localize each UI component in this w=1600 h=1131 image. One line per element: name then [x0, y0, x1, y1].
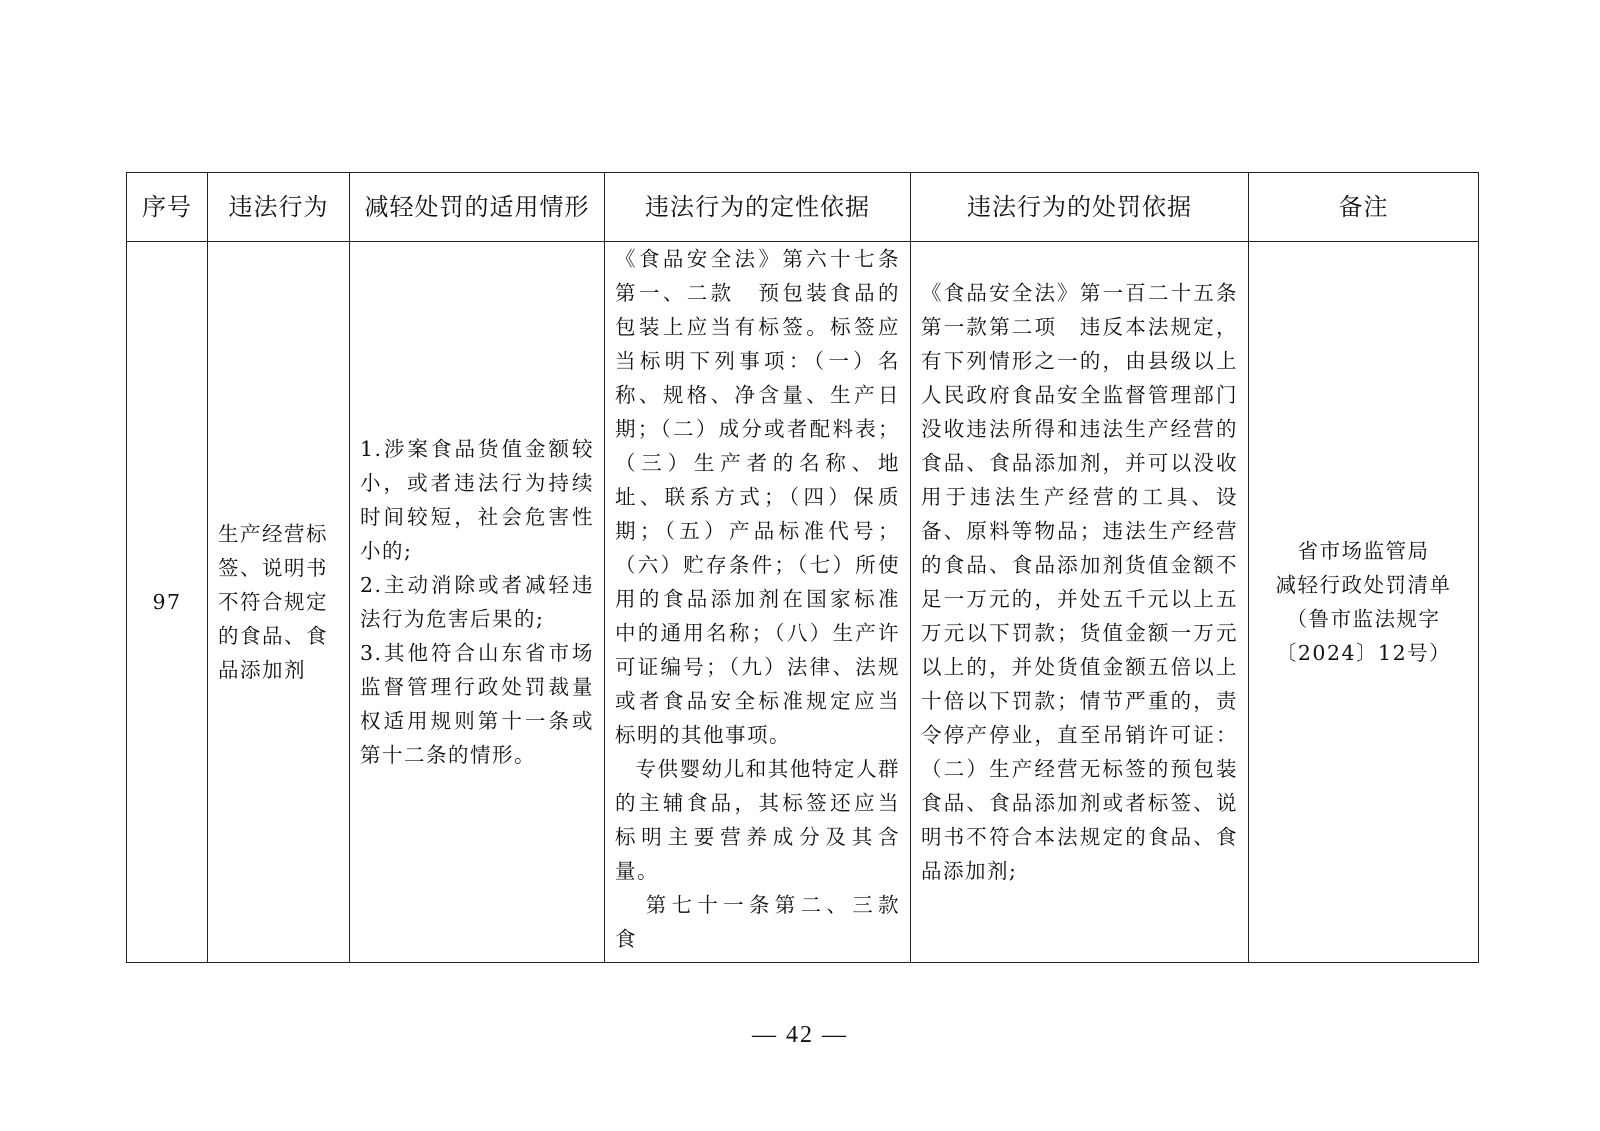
cell-seq: 97 [127, 242, 208, 963]
qualification-para-1: 《食品安全法》第六十七条第一、二款 预包装食品的包装上应当有标签。标签应当标明下列事项：（一）名称、规格、净含量、生产日期；（二）成分或者配料表；（三）生产者的名称、地址、联系方式；（四）保质期；（五）产品标准代号；（六）贮存条件；（七）所使用的食品添加剂在国家标准中的通用名称；（八）生产许可证编号；（九）法律、法规或者食品安全标准规定应当标明的其他事项。 [615, 247, 900, 747]
header-situation: 减轻处罚的适用情形 [350, 173, 605, 242]
header-seq: 序号 [127, 173, 208, 242]
penalty-reduction-table [126, 172, 1479, 963]
header-act: 违法行为 [208, 173, 350, 242]
note-line-1: 省市场监管局 [1297, 539, 1430, 563]
qualification-para-2: 专供婴幼儿和其他特定人群的主辅食品，其标签还应当标明主要营养成分及其含量。 [615, 757, 900, 883]
table-header-row [127, 173, 1479, 242]
table-row [127, 242, 1479, 963]
penalty-text: 《食品安全法》第一百二十五条第一款第二项 违反本法规定，有下列情形之一的，由县级以上人民政府食品安全监督管理部门没收违法所得和违法生产经营的食品、食品添加剂，并可以没收用于违法生产经营的工具、设备、原料等物品；违法生产经营的食品、食品添加剂货值金额不足一万元的，并处五千元以上五万元以下罚款；货值金额一万元以上的，并处货值金额五倍以上十倍以下罚款；情节严重的，责令停产停业，直至吊销许可证：（二）生产经营无标签的预包装食品、食品添加剂或者标签、说明书不符合本法规定的食品、食品添加剂; [921, 281, 1238, 883]
situation-item-1: 1.涉案食品货值金额较小，或者违法行为持续时间较短，社会危害性小的; [360, 437, 594, 563]
note-line-2: 减轻行政处罚清单 [1275, 573, 1452, 597]
note-line-3: （鲁市监法规字 [1286, 607, 1441, 631]
note-line-4: 〔2024〕12号） [1275, 641, 1452, 665]
situation-item-3: 3.其他符合山东省市场监督管理行政处罚裁量权适用规则第十一条或第十二条的情形。 [360, 641, 594, 767]
qualification-para-3: 第七十一条第二、三款 食 [615, 893, 922, 951]
page-number: — 42 — [752, 1022, 848, 1048]
header-penalty: 违法行为的处罚依据 [911, 173, 1249, 242]
header-note: 备注 [1249, 173, 1479, 242]
cell-penalty [911, 242, 1249, 963]
cell-act: 生产经营标签、说明书不符合规定的食品、食品添加剂 [208, 242, 350, 963]
situation-item-2: 2.主动消除或者减轻违法行为危害后果的; [360, 573, 594, 631]
header-qualification: 违法行为的定性依据 [605, 173, 911, 242]
cell-situation [350, 242, 605, 963]
cell-qualification [605, 242, 922, 963]
cell-note [1249, 242, 1479, 963]
